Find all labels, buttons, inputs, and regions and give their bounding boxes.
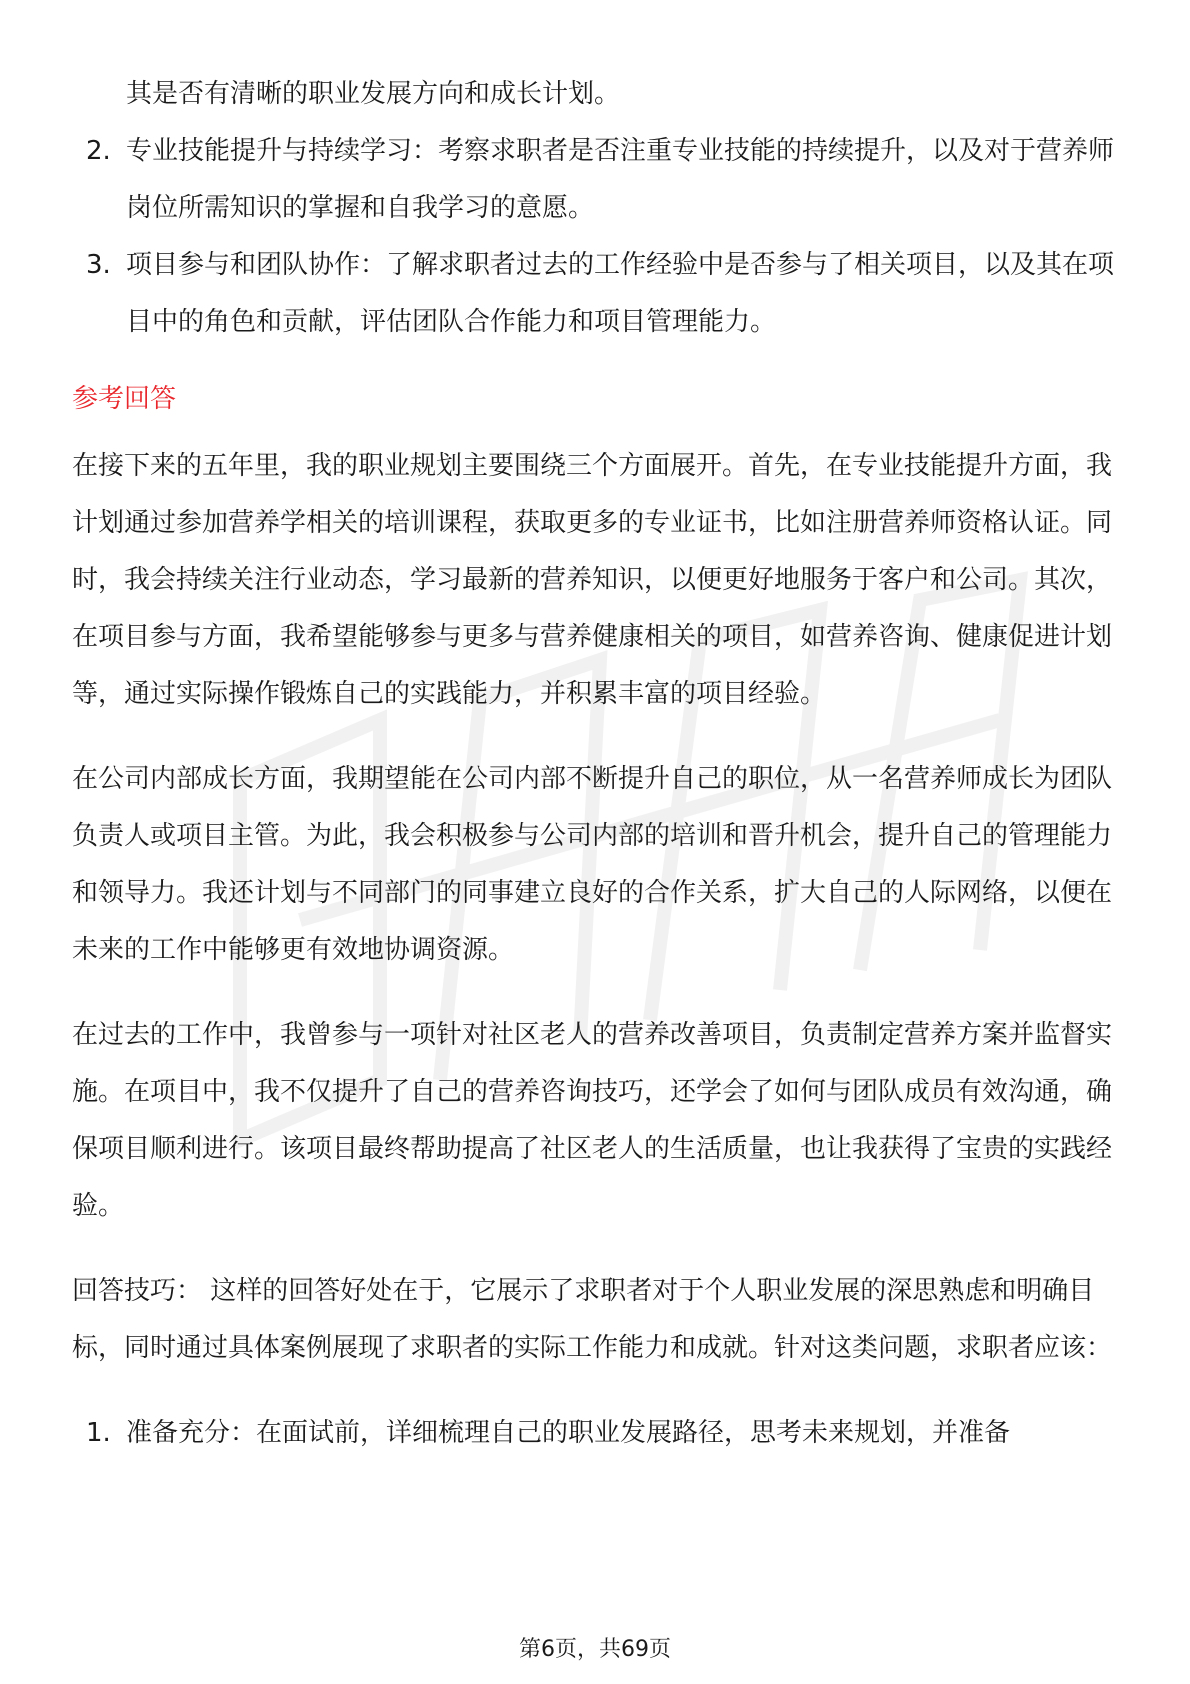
list-item (72, 1405, 1122, 1462)
paragraph: 在接下来的五年里，我的职业规划主要围绕三个方面展开。首先，在专业技能提升方面，我计划通过参加营养学相关的培训课程，获取更多的专业证书，比如注册营养师资格认证。同时，我会持续关注行业动态，学习最新的营养知识，以便更好地服务于客户和公司。其次，在项目参与方面，我希望能够参与更多与营养健康相关的项目，如营养咨询、健康促进计划等，通过实际操作锻炼自己的实践能力，并积累丰富的项目经验。 (72, 451, 1113, 709)
page-footer: 第6页，共69页 (519, 1637, 671, 1662)
list-item-text: 其是否有清晰的职业发展方向和成长计划。 (126, 79, 621, 109)
list-item-text: 项目参与和团队协作：了解求职者过去的工作经验中是否参与了相关项目，以及其在项目中的角色和贡献，评估团队合作能力和项目管理能力。 (126, 250, 1115, 337)
list-item (72, 237, 1122, 351)
list-item-number: 3. (86, 250, 111, 280)
main-content (72, 66, 1122, 1462)
list-item (72, 123, 1122, 237)
list-item-continuation (72, 66, 1122, 123)
list-item-number: 2. (86, 136, 111, 166)
list-item-text: 专业技能提升与持续学习：考察求职者是否注重专业技能的持续提升，以及对于营养师岗位所需知识的掌握和自我学习的意愿。 (126, 136, 1115, 223)
list-item-text: 准备充分：在面试前，详细梳理自己的职业发展路径，思考未来规划，并准备 (126, 1418, 1011, 1448)
list-item-number: 1. (86, 1418, 111, 1448)
paragraph: 在过去的工作中，我曾参与一项针对社区老人的营养改善项目，负责制定营养方案并监督实施。在项目中，我不仅提升了自己的营养咨询技巧，还学会了如何与团队成员有效沟通，确保项目顺利进行。该项目最终帮助提高了社区老人的生活质量，也让我获得了宝贵的实践经验。 (72, 1020, 1113, 1221)
section-heading: 参考回答 (72, 384, 177, 414)
paragraph: 在公司内部成长方面，我期望能在公司内部不断提升自己的职位，从一名营养师成长为团队负责人或项目主管。为此，我会积极参与公司内部的培训和晋升机会，提升自己的管理能力和领导力。我还计划与不同部门的同事建立良好的合作关系，扩大自己的人际网络，以便在未来的工作中能够更有效地协调资源。 (72, 764, 1113, 965)
paragraph: 回答技巧： 这样的回答好处在于，它展示了求职者对于个人职业发展的深思熟虑和明确目标，同时通过具体案例展现了求职者的实际工作能力和成就。针对这类问题，求职者应该： (72, 1276, 1113, 1363)
